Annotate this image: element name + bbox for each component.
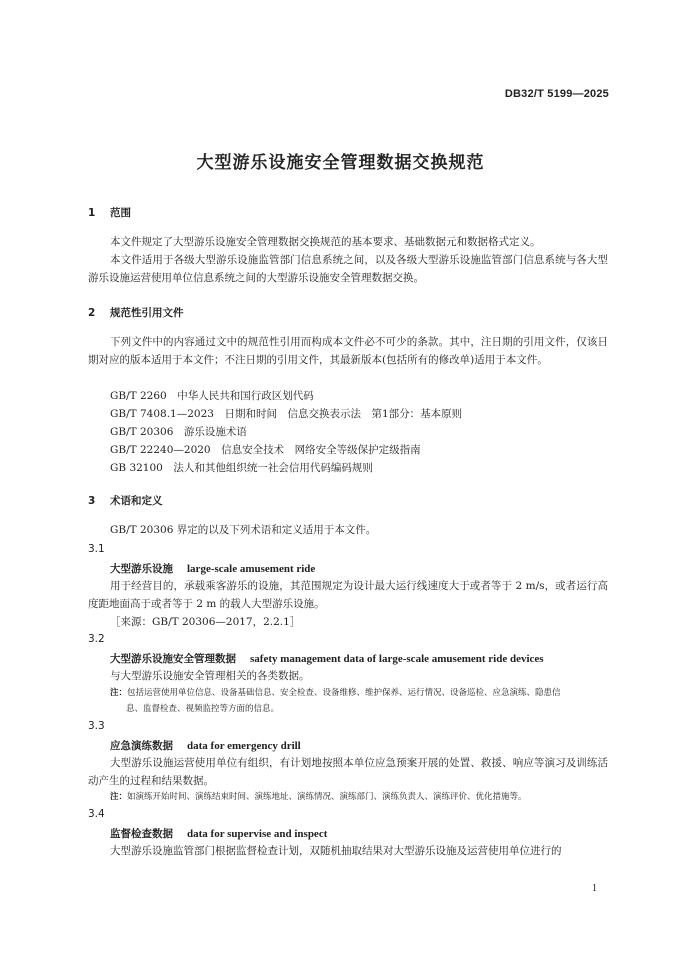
section-3-heading xyxy=(88,493,163,508)
section-title: 术语和定义 xyxy=(110,495,163,507)
term-english: safety management data of large-scale amusement ride devices xyxy=(250,653,544,665)
term-note xyxy=(110,789,608,805)
note-label: 注： xyxy=(110,792,128,802)
term-chinese: 应急演练数据 xyxy=(110,740,173,752)
reference-item: GB 32100 法人和其他组织统一社会信用代码编码规则 xyxy=(110,462,373,474)
reference-item: GB/T 2260 中华人民共和国行政区划代码 xyxy=(110,390,314,402)
term-number: 3.2 xyxy=(88,633,105,645)
reference-item: GB/T 7408.1—2023 日期和时间 信息交换表示法 第1部分：基本原则 xyxy=(110,408,463,420)
term-definition: 用于经营目的，承载乘客游乐的设施，其范围规定为设计最大运行线速度大于或者等于 2 m/s，或者运行高度距地面高于或者等于 2 m 的载人大型游乐设施。 xyxy=(88,580,608,610)
term-chinese: 大型游乐设施 xyxy=(110,563,173,575)
term-heading xyxy=(110,826,327,841)
term-note xyxy=(110,685,608,717)
note-text: 息、监督检查、视频监控等方面的信息。 xyxy=(126,704,280,714)
term-english: data for supervise and inspect xyxy=(187,828,328,840)
reference-item: GB/T 20306 游乐设施术语 xyxy=(110,426,247,438)
term-chinese: 大型游乐设施安全管理数据 xyxy=(110,653,236,665)
term-definition: 与大型游乐设施安全管理相关的各类数据。 xyxy=(110,670,310,682)
term-definition: 大型游乐设施监管部门根据监督检查计划，双随机抽取结果对大型游乐设施及运营使用单位进行的 xyxy=(110,845,562,857)
term-english: large-scale amusement ride xyxy=(187,563,316,575)
note-label: 注： xyxy=(110,688,128,698)
reference-item: GB/T 22240—2020 信息安全技术 网络安全等级保护定级指南 xyxy=(110,444,421,456)
page-number: 1 xyxy=(592,883,597,894)
paragraph: 本文件规定了大型游乐设施安全管理数据交换规范的基本要求、基础数据元和数据格式定义。 xyxy=(110,236,541,248)
section-1-heading xyxy=(88,205,131,220)
term-number: 3.4 xyxy=(88,808,105,820)
term-chinese: 监督检查数据 xyxy=(110,828,173,840)
term-heading xyxy=(110,651,544,666)
section-title: 规范性引用文件 xyxy=(110,307,184,319)
paragraph: 下列文件中的内容通过文中的规范性引用而构成本文件必不可少的条款。其中，注日期的引用文件，仅该日期对应的版本适用于本文件；不注日期的引用文件，其最新版本(包括所有的修改单)适用于本文件。 xyxy=(88,336,608,366)
paragraph: 本文件适用于各级大型游乐设施监管部门信息系统之间，以及各级大型游乐设施监管部门信息系统与各大型游乐设施运营使用单位信息系统之间的大型游乐设施安全管理数据交换。 xyxy=(88,254,608,284)
term-heading xyxy=(110,738,301,753)
section-2-heading xyxy=(88,305,184,320)
term-source: ［来源：GB/T 20306—2017，2.2.1］ xyxy=(110,616,301,628)
term-heading xyxy=(110,561,315,576)
document-title: 大型游乐设施安全管理数据交换规范 xyxy=(196,153,485,173)
section-number: 3 xyxy=(88,495,96,507)
term-english: data for emergency drill xyxy=(187,740,301,752)
section-number: 2 xyxy=(88,307,96,319)
term-number: 3.1 xyxy=(88,543,105,555)
term-number: 3.3 xyxy=(88,720,105,732)
paragraph: GB/T 20306 界定的以及下列术语和定义适用于本文件。 xyxy=(110,524,377,536)
note-text: 包括运营使用单位信息、设备基础信息、安全检查、设备维修、维护保养、运行情况、设备巡检、应急演练、隐患信 xyxy=(127,688,561,698)
section-title: 范围 xyxy=(110,207,131,219)
note-text: 如演练开始时间、演练结束时间、演练地址、演练情况、演练部门、演练负责人、演练评价、优化措施等。 xyxy=(127,792,527,802)
standard-code: DB32/T 5199—2025 xyxy=(504,88,609,100)
section-number: 1 xyxy=(88,207,96,219)
term-definition: 大型游乐设施运营使用单位有组织，有计划地按照本单位应急预案开展的处置、救援、响应等演习及训练活动产生的过程和结果数据。 xyxy=(88,757,608,787)
